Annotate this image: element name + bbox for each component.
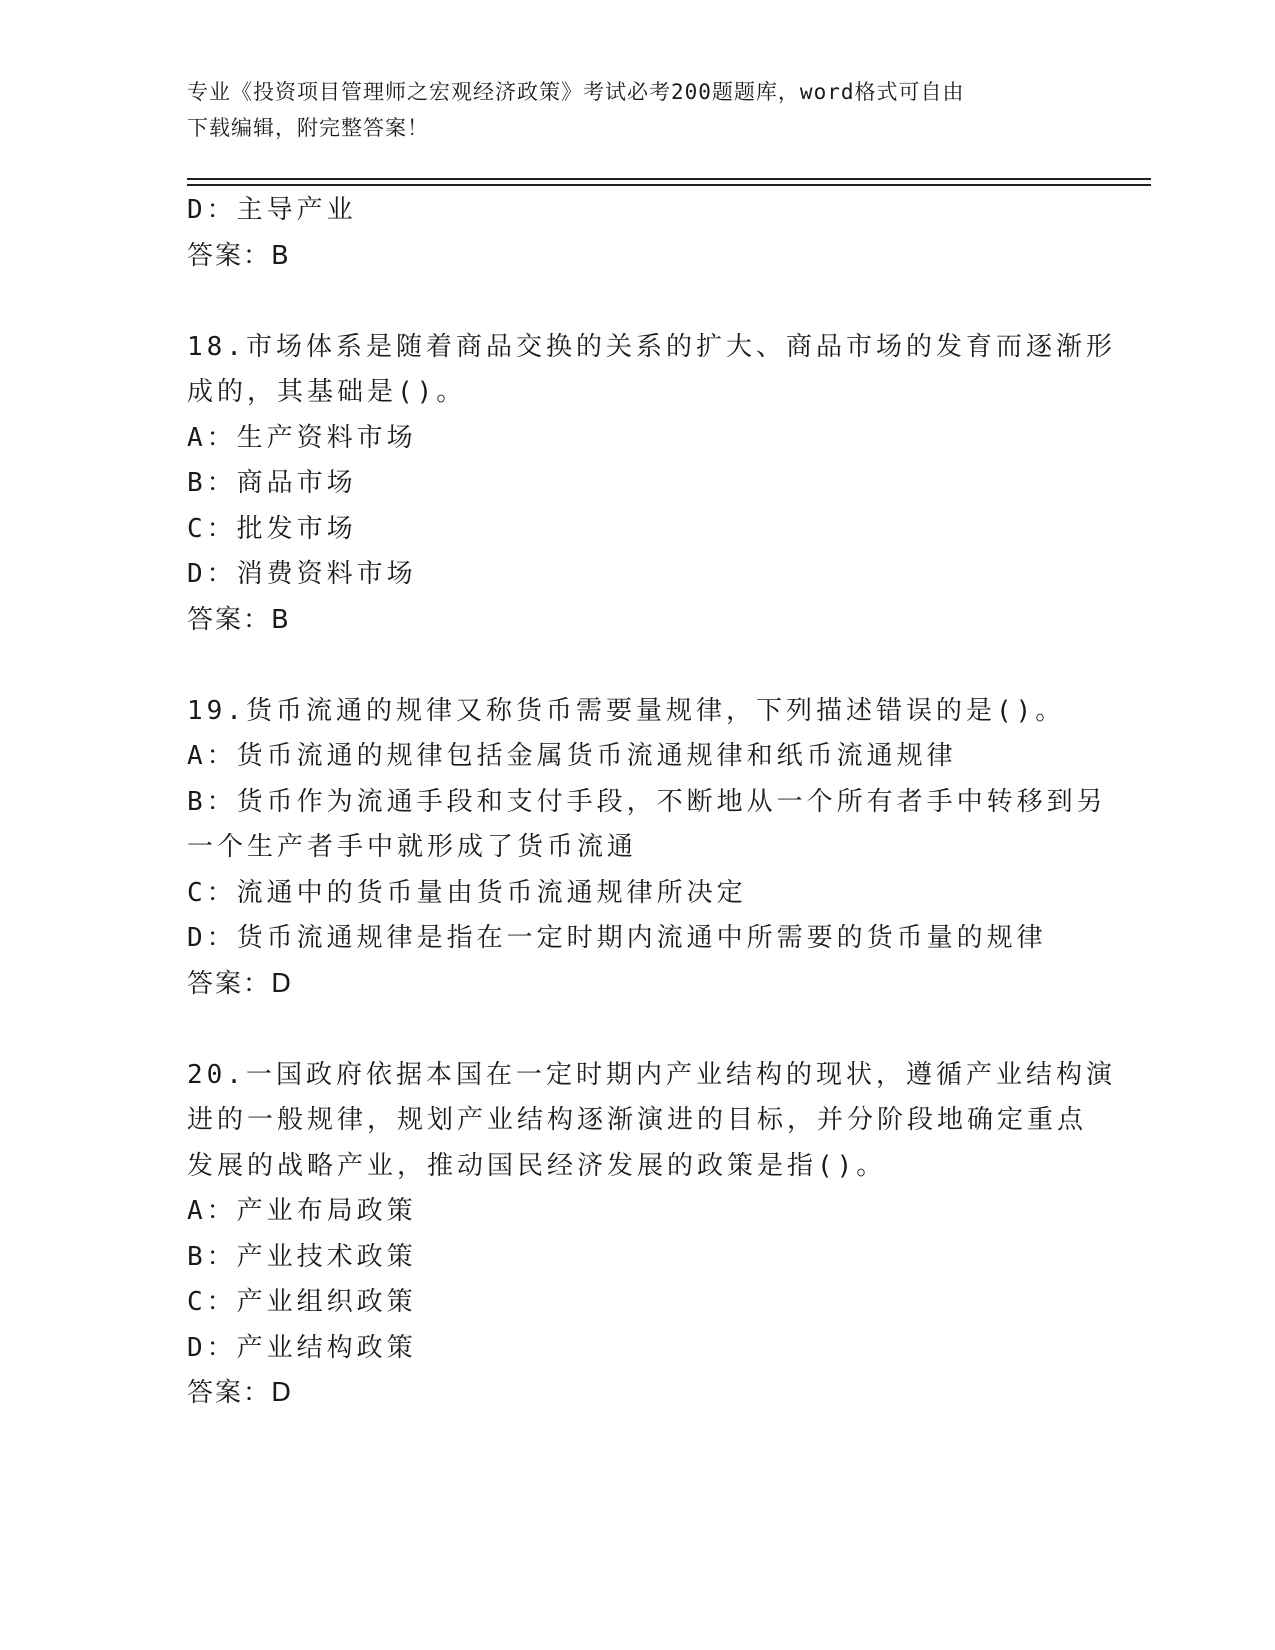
option-b: B：产业技术政策 (187, 1241, 417, 1272)
question-stem-line: 成的，其基础是()。 (187, 377, 467, 407)
option-a: A：货币流通的规律包括金属货币流通规律和纸币流通规律 (187, 741, 957, 771)
answer: 答案：D (187, 968, 294, 999)
option-b-continued: 一个生产者手中就形成了货币流通 (187, 832, 638, 862)
answer: 答案：B (187, 604, 291, 635)
question-stem-line: 发展的战略产业，推动国民经济发展的政策是指()。 (187, 1150, 887, 1181)
option-d: D：产业结构政策 (187, 1332, 417, 1363)
header-line-2: 下载编辑，附完整答案！ (187, 116, 429, 140)
prev-answer: 答案：B (187, 240, 291, 271)
option-a: A：生产资料市场 (187, 422, 417, 453)
option-c: C：批发市场 (187, 513, 357, 544)
option-c: C：流通中的货币量由货币流通规律所决定 (187, 877, 747, 908)
option-c: C：产业组织政策 (187, 1287, 417, 1317)
question-19 (187, 689, 1107, 1008)
question-list (187, 188, 1116, 1417)
document-header (187, 74, 1087, 146)
option-b: B：商品市场 (187, 468, 357, 498)
question-stem-line: 20.一国政府依据本国在一定时期内产业结构的现状，遵循产业结构演 (187, 1059, 1116, 1090)
question-stem-line: 19.货币流通的规律又称货币需要量规律，下列描述错误的是()。 (187, 695, 1066, 726)
option-a: A：产业布局政策 (187, 1196, 417, 1226)
option-b: B：货币作为流通手段和支付手段，不断地从一个所有者手中转移到另 (187, 786, 1107, 817)
header-divider-bottom (187, 184, 1151, 186)
question-20 (187, 1053, 1116, 1417)
header-line-1: 专业《投资项目管理师之宏观经济政策》考试必考200题题库，word格式可自由 (187, 80, 965, 104)
header-divider-top (187, 178, 1151, 180)
option-d: D：货币流通规律是指在一定时期内流通中所需要的货币量的规律 (187, 923, 1047, 953)
answer: 答案：D (187, 1378, 294, 1408)
question-stem-line: 18.市场体系是随着商品交换的关系的扩大、商品市场的发育而逐渐形 (187, 331, 1116, 362)
prev-option-d: D：主导产业 (187, 195, 357, 225)
question-stem-line: 进的一般规律，规划产业结构逐渐演进的目标，并分阶段地确定重点 (187, 1105, 1088, 1135)
option-d: D：消费资料市场 (187, 559, 417, 589)
question-18 (187, 325, 1116, 644)
